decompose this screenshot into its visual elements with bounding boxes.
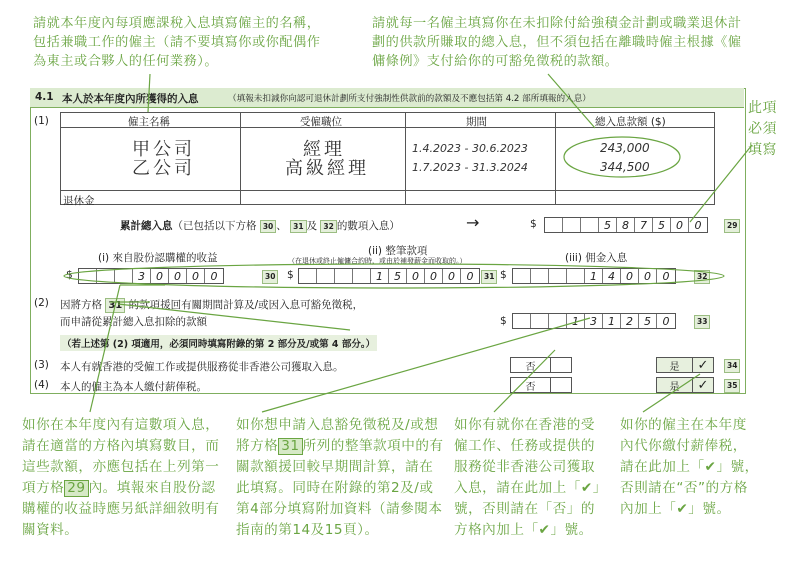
- dollar-sign: $: [66, 269, 73, 281]
- digit-cell[interactable]: [531, 314, 549, 328]
- no-label: 否: [511, 358, 551, 372]
- digit-cell[interactable]: 7: [635, 218, 653, 232]
- box-number-29: 29: [724, 219, 740, 233]
- row3-text: 本人有就香港的受僱工作或提供服務從非香港公司獲取入息。: [60, 361, 344, 373]
- total-label-text: （已包括以下方格: [172, 220, 257, 232]
- digit-cell[interactable]: 3: [585, 314, 603, 328]
- row4-yes-checkbox[interactable]: [656, 377, 714, 393]
- tick-icon: ✓: [697, 357, 709, 373]
- employer-name: 甲公司: [132, 139, 195, 160]
- row2-text-line2: 而申請從累計總入息扣除的款額: [60, 316, 207, 328]
- amount: 243,000: [600, 141, 650, 155]
- col-divider: [405, 112, 406, 205]
- commission-field[interactable]: [512, 268, 676, 284]
- sub-item-share-option: (i) 來自股份認購權的收益: [98, 252, 218, 264]
- digit-cell[interactable]: 5: [639, 314, 657, 328]
- digit-cell[interactable]: 0: [151, 269, 169, 283]
- digit-cell[interactable]: 0: [169, 269, 187, 283]
- box-number-32: 32: [694, 270, 710, 284]
- digit-cell[interactable]: 0: [694, 218, 702, 232]
- retirement-label: 退休金: [63, 195, 95, 207]
- digit-cell[interactable]: 0: [443, 269, 461, 283]
- box-ref-31: 31: [278, 438, 302, 455]
- row3-label: (3): [34, 359, 49, 371]
- digit-cell[interactable]: 5: [653, 218, 671, 232]
- digit-cell[interactable]: [353, 269, 371, 283]
- col-header-amount: 總入息款額 ($): [595, 116, 666, 128]
- no-tick-box[interactable]: [551, 358, 571, 372]
- row2-label: (2): [34, 297, 49, 309]
- total-label-text: 、: [276, 220, 287, 232]
- note-other-income: [22, 415, 227, 541]
- col-header-period: 期間: [466, 116, 487, 128]
- dollar-sign: $: [287, 269, 294, 281]
- box-number-34: 34: [724, 359, 740, 373]
- note-exemption: [236, 415, 444, 541]
- digit-cell[interactable]: 5: [389, 269, 407, 283]
- digit-cell[interactable]: [531, 269, 549, 283]
- digit-cell[interactable]: [335, 269, 353, 283]
- box-number: 31: [290, 220, 306, 233]
- total-label: [120, 218, 400, 233]
- digit-cell[interactable]: [513, 314, 531, 328]
- lump-sum-field[interactable]: [298, 268, 480, 284]
- dollar-sign: $: [500, 315, 507, 327]
- total-label-main: 累計總入息: [120, 220, 173, 232]
- retirement-row-divider: [60, 190, 715, 191]
- digit-cell[interactable]: [115, 269, 133, 283]
- digit-cell[interactable]: 0: [407, 269, 425, 283]
- col-divider: [555, 112, 556, 205]
- no-tick-box[interactable]: [551, 378, 571, 392]
- box-number-35: 35: [724, 379, 740, 393]
- digit-cell[interactable]: 4: [603, 269, 621, 283]
- digit-cell[interactable]: [513, 269, 531, 283]
- row3-yes-checkbox[interactable]: [656, 357, 714, 373]
- digit-cell[interactable]: [549, 314, 567, 328]
- box-number: 30: [260, 220, 276, 233]
- digit-cell[interactable]: 0: [187, 269, 205, 283]
- note-text: 如你想申請入息豁免徵税及/或想將方格: [236, 417, 439, 454]
- row3-no-checkbox[interactable]: [510, 357, 572, 373]
- digit-cell[interactable]: [317, 269, 335, 283]
- note-text: 所列的整筆款項中的有關款額援回較早期間計算，請在此填寫。同時在附錄的第2及/或第4部分填寫附加資料（請參閱本指南的第14及15頁）。: [236, 438, 444, 538]
- digit-cell[interactable]: 0: [662, 269, 670, 283]
- digit-cell[interactable]: 0: [662, 314, 670, 328]
- period: 1.7.2023 - 31.3.2024: [412, 161, 528, 174]
- yes-label: 是: [657, 358, 693, 372]
- dollar-sign: $: [500, 269, 507, 281]
- col-header-employer: 僱主名稱: [128, 116, 170, 128]
- digit-cell[interactable]: 1: [371, 269, 389, 283]
- digit-cell[interactable]: 0: [671, 218, 689, 232]
- note-text: 如你在本年度內有這數項入息，請在適當的方格內填寫數目，而這些款額，亦應包括在上列第一項方格: [22, 417, 220, 496]
- digit-cell[interactable]: [97, 269, 115, 283]
- row2-text: [60, 297, 363, 312]
- dollar-sign: $: [530, 218, 537, 230]
- digit-cell[interactable]: [581, 218, 599, 232]
- digit-cell[interactable]: [79, 269, 97, 283]
- arrow-icon: →: [466, 213, 480, 232]
- amount: 344,500: [600, 160, 650, 174]
- sub-item-commission: (iii) 佣金入息: [565, 252, 628, 264]
- digit-cell[interactable]: [299, 269, 317, 283]
- box-ref-29: 29: [64, 480, 88, 497]
- period: 1.4.2023 - 30.6.2023: [412, 142, 528, 155]
- total-label-text: 的數項入息）: [336, 220, 400, 232]
- note-employer-pays-tax: 如你的僱主在本年度內代你繳付薪俸税，請在此加上「✔」號，否則請在“否”的方格內加上「✔」號。: [620, 417, 759, 517]
- digit-cell[interactable]: [549, 269, 567, 283]
- row2-note: （若上述第 (2) 項適用，必須同時填寫附錄的第 2 部分及/或第 4 部分。）: [60, 335, 377, 351]
- employer-name: 乙公司: [132, 158, 195, 179]
- digit-cell[interactable]: 1: [567, 314, 585, 328]
- digit-cell[interactable]: 1: [603, 314, 621, 328]
- digit-cell[interactable]: 0: [210, 269, 218, 283]
- row4-label: (4): [34, 379, 49, 391]
- digit-cell[interactable]: 1: [585, 269, 603, 283]
- digit-cell[interactable]: 3: [133, 269, 151, 283]
- box-number: 32: [320, 220, 336, 233]
- sub-item-lump-sum-note: （在退休或終止僱傭合約時，或由於補發薪金而收取的。）: [288, 257, 467, 265]
- total-income-field[interactable]: [544, 217, 708, 233]
- section-title: 本人於本年度內所獲得的入息: [62, 93, 199, 105]
- no-label: 否: [511, 378, 551, 392]
- note-mandatory-line: 填寫: [748, 142, 777, 158]
- box-number-31: 31: [481, 270, 497, 284]
- note-mandatory: [748, 98, 792, 161]
- note-total-income: 請就每一名僱主填寫你在未扣除付給強積金計劃或職業退休計劃的供款所賺取的總入息，但不須包括在離職時僱主根據《僱傭條例》支付給你的可豁免徵税的款額。: [372, 16, 742, 69]
- digit-cell[interactable]: 2: [621, 314, 639, 328]
- position: 高級經理: [285, 158, 369, 179]
- tick-icon: ✓: [697, 377, 709, 393]
- digit-cell[interactable]: [545, 218, 563, 232]
- note-employer-name: 請就本年度內每項應課稅入息填寫僱主的名稱，包括兼職工作的僱主（請不要填寫你或你配偶作為東主或合夥人的任何業務）。: [33, 16, 321, 69]
- note-non-hk-company: 如你有就你在香港的受僱工作、任務或提供的服務從非香港公司獲取入息，請在此加上「✔」號，否則請在「否」的方格內加上「✔」號。: [454, 417, 601, 538]
- row2-text-part: 因將方格: [60, 299, 102, 311]
- yes-label: 是: [657, 378, 693, 392]
- position: 經理: [303, 139, 345, 160]
- col-header-position: 受僱職位: [300, 116, 342, 128]
- digit-cell[interactable]: 0: [466, 269, 474, 283]
- digit-cell[interactable]: [563, 218, 581, 232]
- row4-text: 本人的僱主為本人繳付薪俸税。: [60, 381, 207, 393]
- section-number: 4.1: [35, 91, 54, 103]
- box-number-33: 33: [694, 315, 710, 329]
- box-number-30: 30: [262, 270, 278, 284]
- digit-cell[interactable]: 0: [621, 269, 639, 283]
- digit-cell[interactable]: 8: [617, 218, 635, 232]
- col-divider: [240, 112, 241, 205]
- row1-label: (1): [34, 115, 49, 127]
- digit-cell[interactable]: 0: [639, 269, 657, 283]
- sub-item-lump-sum: (ii) 整筆款項: [368, 245, 428, 257]
- note-mandatory-line: 必須: [748, 121, 777, 137]
- row4-no-checkbox[interactable]: [510, 377, 572, 393]
- note-text: 內。填報來自股份認購權的收益時應另紙詳細敘明有關資料。: [22, 480, 220, 538]
- row2-text-part: 的款項援回有關期間計算及/或因入息可豁免徵税，: [128, 299, 364, 311]
- digit-cell[interactable]: 5: [599, 218, 617, 232]
- note-mandatory-line: 此項: [748, 100, 777, 116]
- section-note: （填報未扣減你向認可退休計劃所支付強制性供款前的款額及不應包括第 4.2 部所填報的入息）: [228, 94, 591, 104]
- digit-cell[interactable]: 0: [425, 269, 443, 283]
- digit-cell[interactable]: [567, 269, 585, 283]
- deduction-field[interactable]: [512, 313, 676, 329]
- box-number: 31: [105, 298, 125, 313]
- total-label-text: 及: [306, 220, 318, 232]
- share-option-field[interactable]: [78, 268, 224, 284]
